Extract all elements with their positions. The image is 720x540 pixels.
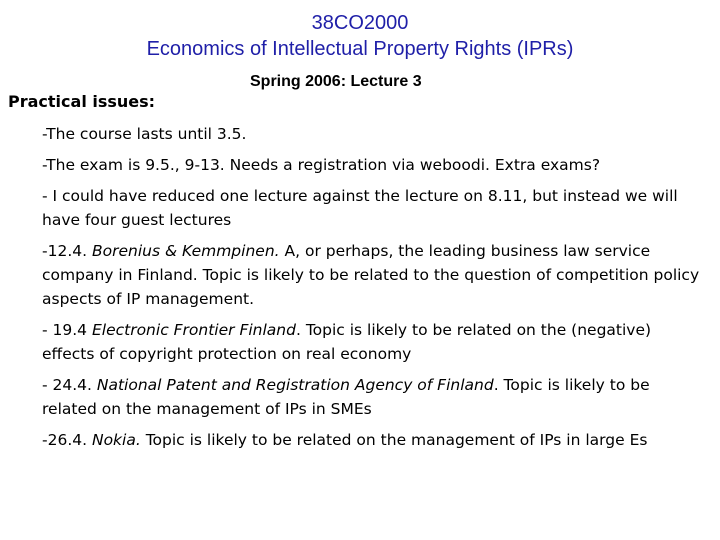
item-date: -12.4. xyxy=(42,242,92,260)
list-item xyxy=(42,318,702,366)
list-item xyxy=(42,122,702,146)
item-date: - 24.4. xyxy=(42,376,97,394)
section-heading: Practical issues: xyxy=(8,92,156,111)
list-item xyxy=(42,428,702,452)
guest-name: Borenius & Kemmpinen. xyxy=(91,242,280,260)
item-text: . Topic is likely to be related on the (negative) effects of copyright protection on real economy xyxy=(42,321,652,363)
slide-title xyxy=(0,10,720,62)
guest-name: Electronic Frontier Finland xyxy=(91,321,296,339)
item-text: A, or perhaps, the leading business law service company in Finland. Topic is likely to be related to the question of competition policy aspects of IP management. xyxy=(42,242,700,308)
item-text: - I could have reduced one lecture against the lecture on 8.11, but instead we will have four guest lectures xyxy=(42,187,678,229)
guest-name: National Patent and Registration Agency of Finland xyxy=(96,376,494,394)
list-item xyxy=(42,239,702,311)
list-item xyxy=(42,373,702,421)
item-date: -26.4. xyxy=(42,431,92,449)
item-date: - 19.4 xyxy=(42,321,92,339)
item-text: -The course lasts until 3.5. xyxy=(42,125,247,143)
list-item xyxy=(42,184,702,232)
list-item xyxy=(42,153,702,177)
guest-name: Nokia. xyxy=(91,431,141,449)
issue-list xyxy=(42,122,702,459)
lecture-subtitle: Spring 2006: Lecture 3 xyxy=(250,73,422,90)
item-text: . Topic is likely to be related on the management of IPs in SMEs xyxy=(42,376,650,418)
item-text: Topic is likely to be related on the management of IPs in large Es xyxy=(140,431,648,449)
course-code: 38CO2000 xyxy=(311,12,409,34)
item-text: -The exam is 9.5., 9-13. Needs a registration via weboodi. Extra exams? xyxy=(42,156,601,174)
course-title: Economics of Intellectual Property Rights (IPRs) xyxy=(146,38,574,60)
